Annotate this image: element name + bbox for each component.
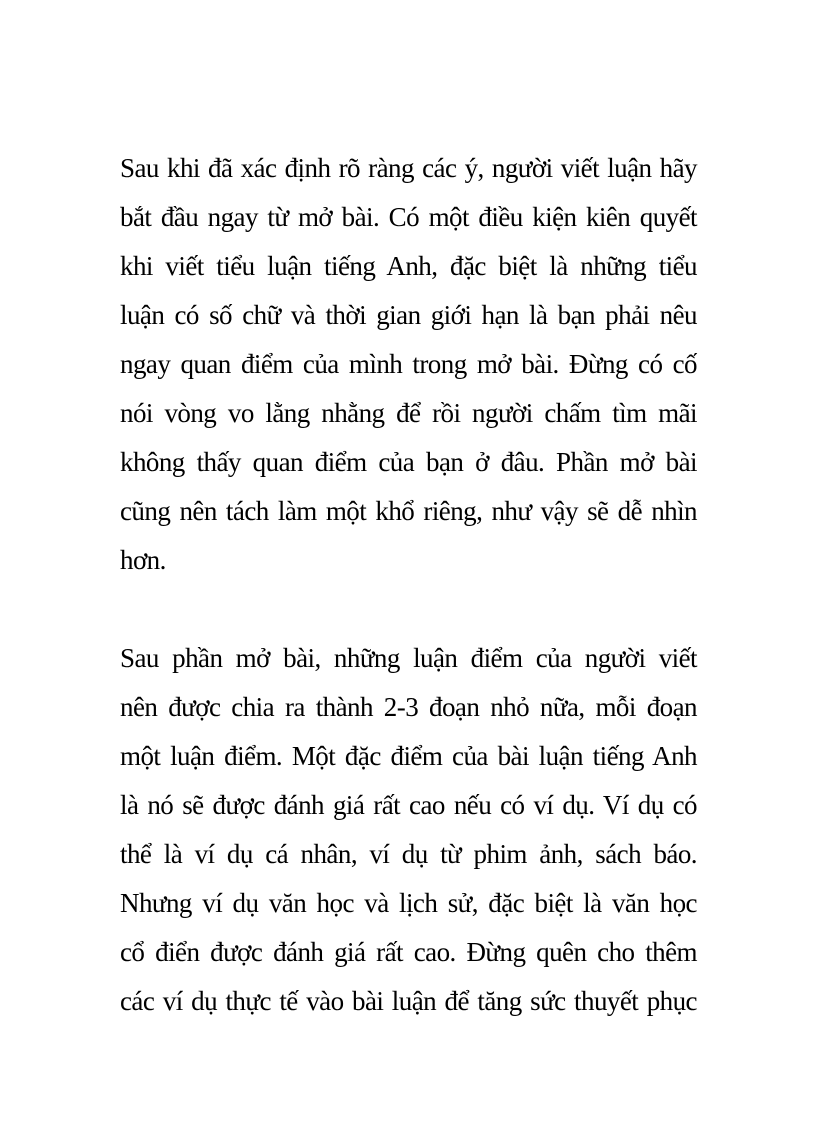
- text-line: các ví dụ thực tế vào bài luận để tăng sức thuyết phục: [120, 986, 697, 1016]
- text-line: nói vòng vo lằng nhằng để rồi người chấm tìm mãi: [120, 398, 697, 428]
- text-line: khi viết tiểu luận tiếng Anh, đặc biệt là những tiểu: [120, 251, 697, 281]
- text-line: nên được chia ra thành 2-3 đoạn nhỏ nữa, mỗi đoạn: [120, 692, 697, 722]
- text-line: Nhưng ví dụ văn học và lịch sử, đặc biệt là văn học: [120, 888, 697, 918]
- text-line: Sau khi đã xác định rõ ràng các ý, người viết luận hãy: [120, 153, 697, 183]
- text-line: không thấy quan điểm của bạn ở đâu. Phần mở bài: [120, 447, 697, 477]
- text-line: là nó sẽ được đánh giá rất cao nếu có ví dụ. Ví dụ có: [120, 790, 697, 820]
- text-line: cũng nên tách làm một khổ riêng, như vậy sẽ dễ nhìn: [120, 496, 697, 526]
- text-line: cổ điển được đánh giá rất cao. Đừng quên cho thêm: [120, 937, 697, 967]
- text-line: Sau phần mở bài, những luận điểm của người viết: [120, 643, 697, 673]
- text-line: bắt đầu ngay từ mở bài. Có một điều kiện kiên quyết: [120, 202, 697, 232]
- text-line: thể là ví dụ cá nhân, ví dụ từ phim ảnh, sách báo.: [120, 839, 697, 869]
- paragraph-intro: [120, 144, 697, 585]
- text-line: luận có số chữ và thời gian giới hạn là bạn phải nêu: [120, 300, 697, 330]
- text-line: một luận điểm. Một đặc điểm của bài luận tiếng Anh: [120, 741, 697, 771]
- paragraph-body: [120, 634, 697, 1026]
- text-line: hơn.: [120, 545, 166, 575]
- text-line: ngay quan điểm của mình trong mở bài. Đừng có cố: [120, 349, 697, 379]
